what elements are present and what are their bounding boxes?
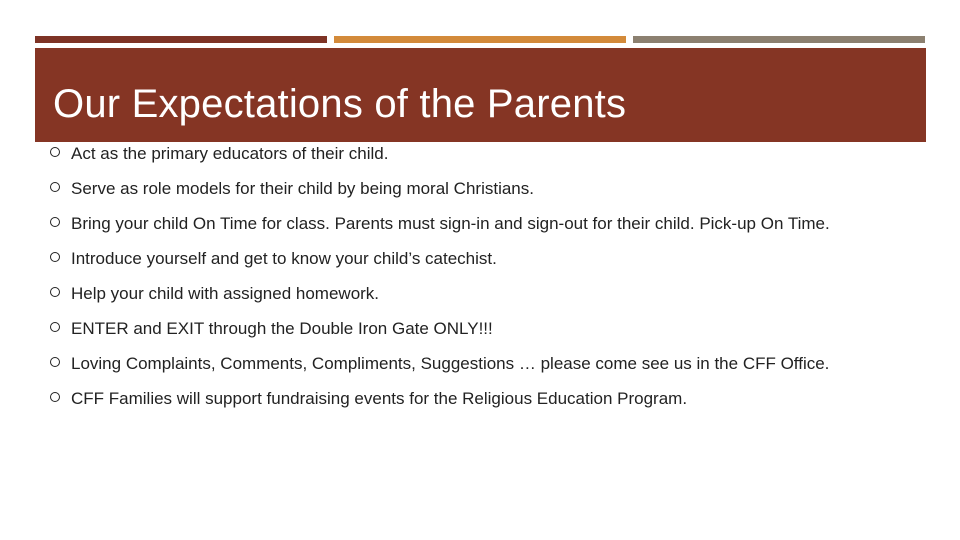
accent-bar-middle [334, 36, 626, 43]
circle-bullet-icon [50, 287, 60, 297]
bullet-item [50, 387, 910, 410]
circle-bullet-icon [50, 322, 60, 332]
circle-bullet-icon [50, 357, 60, 367]
slide-title: Our Expectations of the Parents [53, 82, 627, 126]
bullet-item [50, 142, 910, 165]
accent-bar-right [633, 36, 925, 43]
bullet-item [50, 177, 910, 200]
bullet-text: Help your child with assigned homework. [71, 284, 380, 303]
circle-bullet-icon [50, 147, 60, 157]
circle-bullet-icon [50, 252, 60, 262]
bullet-item [50, 282, 910, 305]
title-band [35, 48, 926, 142]
circle-bullet-icon [50, 217, 60, 227]
bullet-list [50, 142, 910, 422]
bullet-text: ENTER and EXIT through the Double Iron Gate ONLY!!! [71, 319, 493, 338]
bullet-text: Serve as role models for their child by being moral Christians. [71, 179, 534, 198]
bullet-text: Loving Complaints, Comments, Compliments, Suggestions … please come see us in the CFF Office. [71, 354, 830, 373]
circle-bullet-icon [50, 182, 60, 192]
bullet-text: Introduce yourself and get to know your child’s catechist. [71, 249, 497, 268]
bullet-item [50, 317, 910, 340]
bullet-text: Act as the primary educators of their child. [71, 144, 389, 163]
bullet-item [50, 352, 910, 375]
bullet-item [50, 247, 910, 270]
bullet-text: CFF Families will support fundraising events for the Religious Education Program. [71, 389, 688, 408]
accent-bar-left [35, 36, 327, 43]
bullet-item [50, 212, 910, 235]
circle-bullet-icon [50, 392, 60, 402]
bullet-text: Bring your child On Time for class. Parents must sign-in and sign-out for their child. Pick-up On Time. [71, 214, 830, 233]
